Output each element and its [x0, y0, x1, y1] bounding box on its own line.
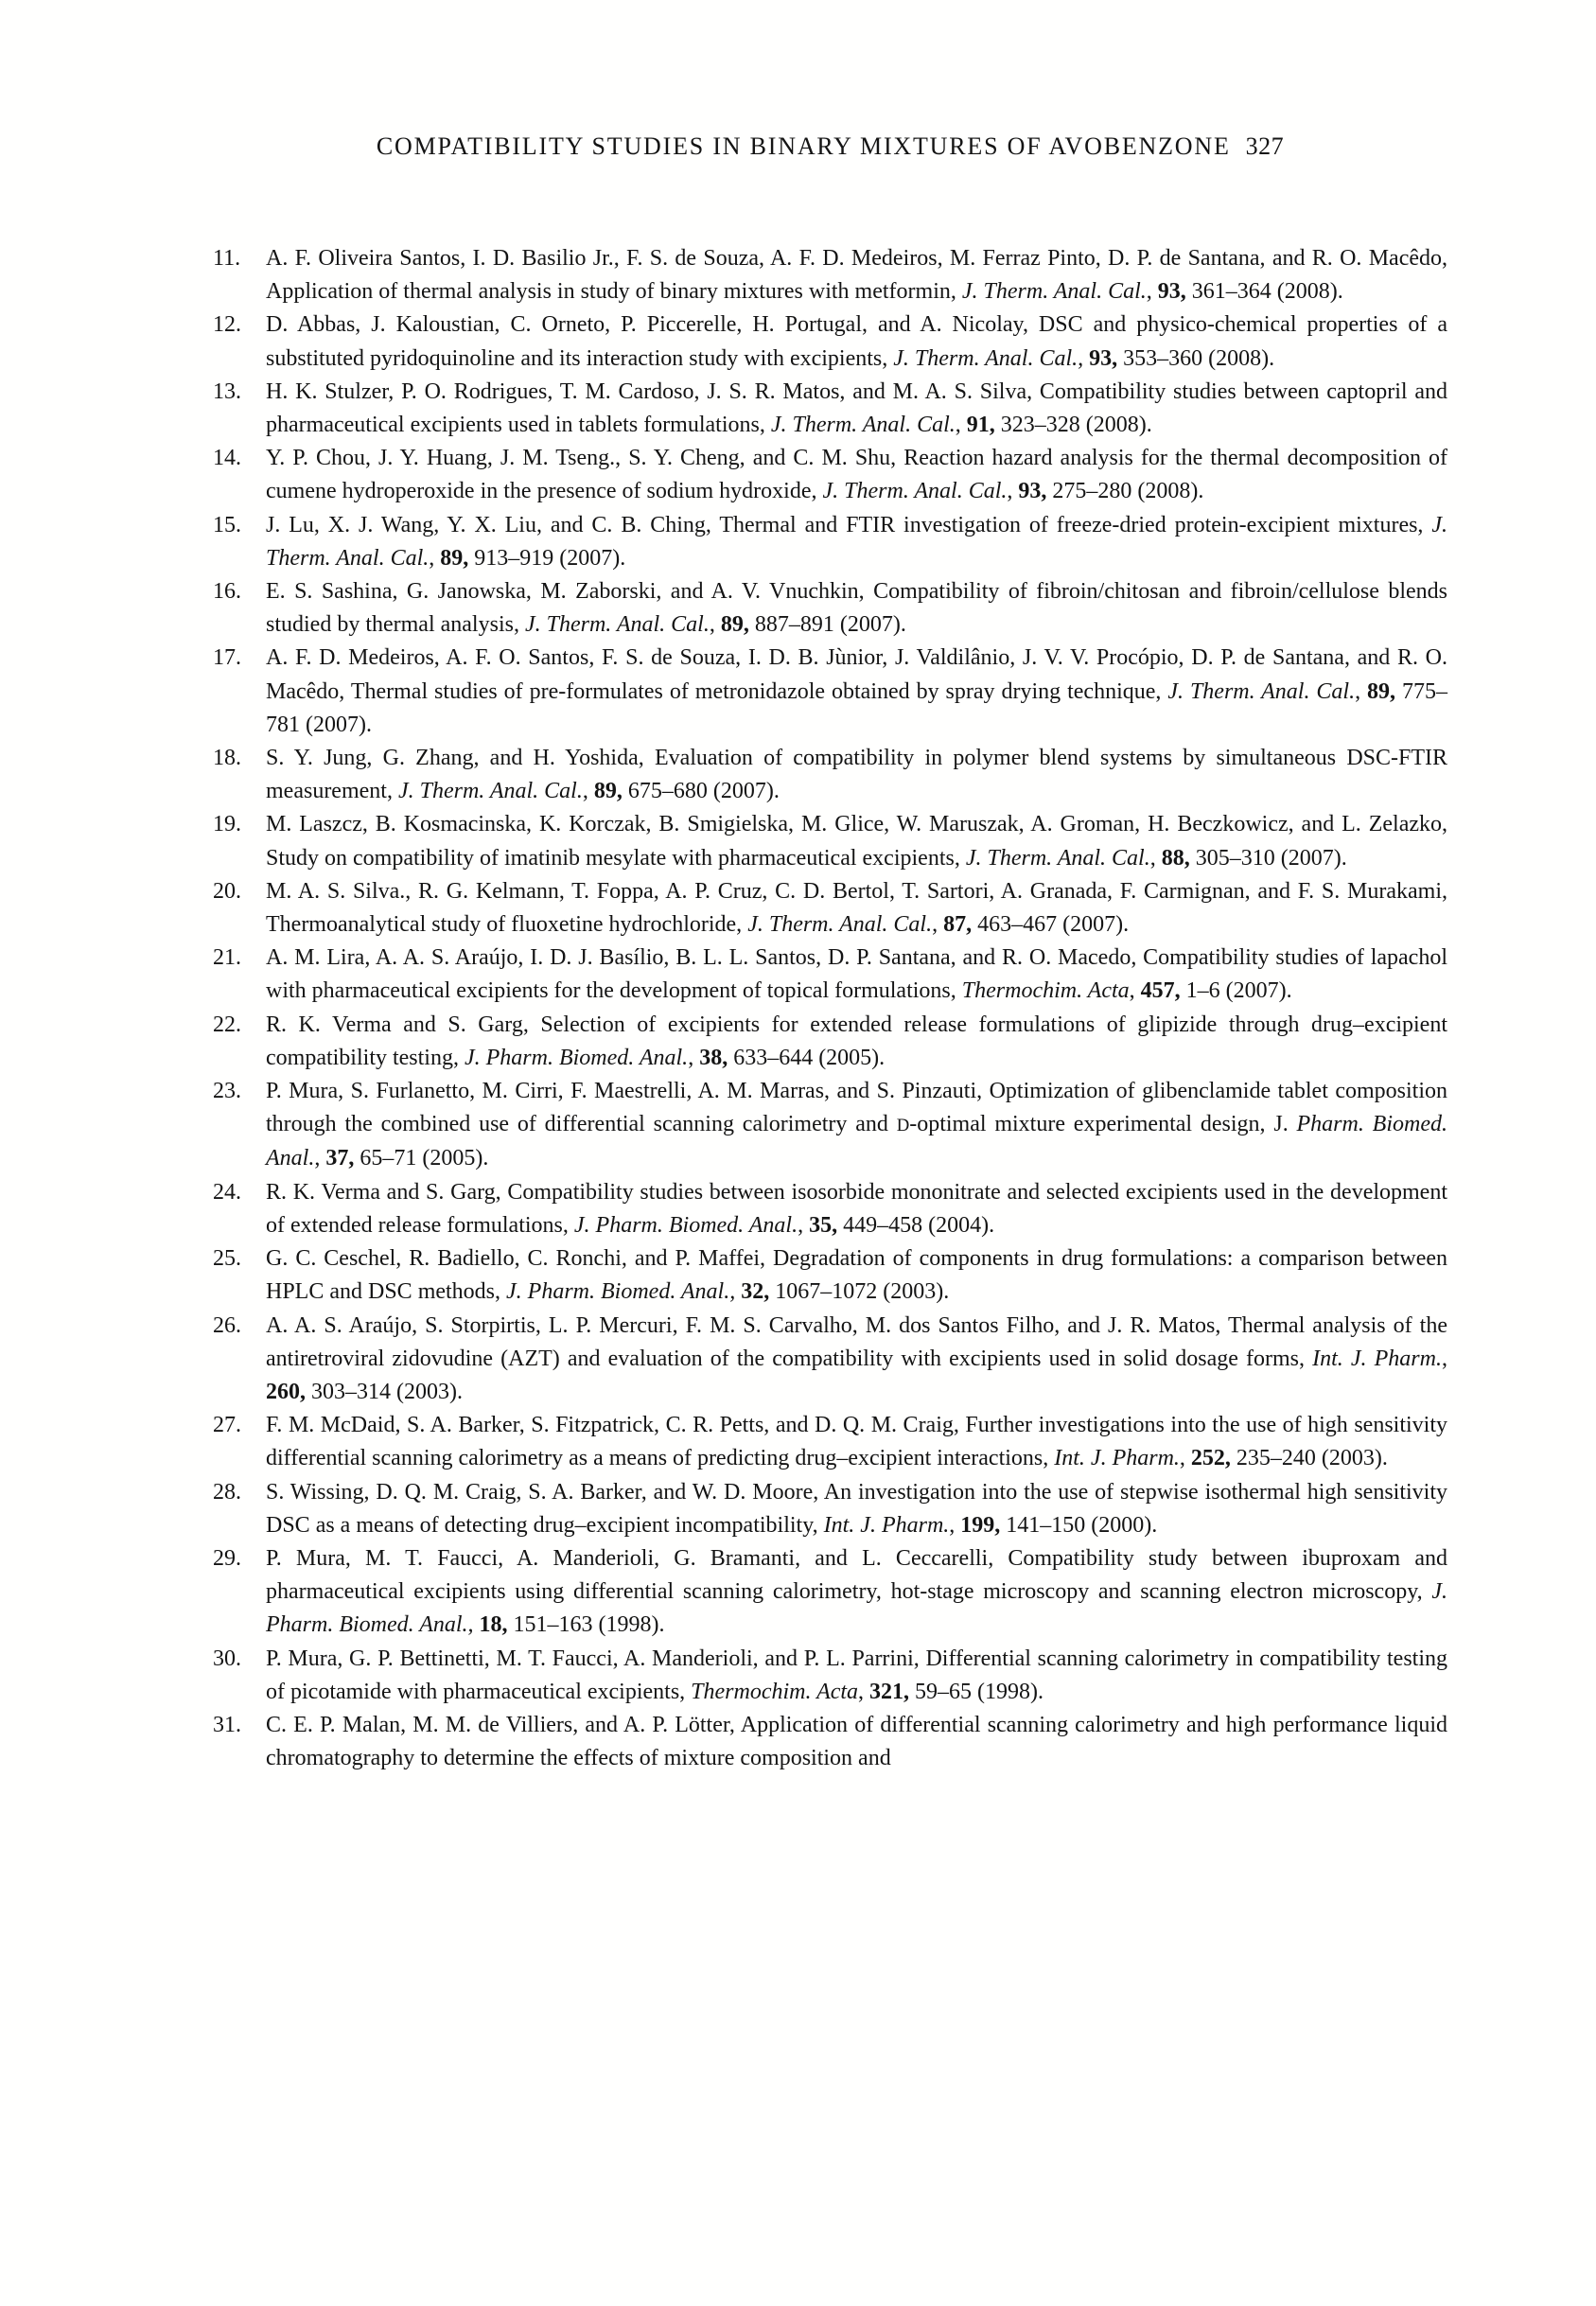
- reference-number: 30.: [213, 1646, 241, 1671]
- reference-text: [266, 1546, 1447, 1637]
- reference-text: [266, 579, 1447, 637]
- reference-item: [213, 1643, 1447, 1709]
- reference-segment: J. Therm. Anal. Cal.: [747, 912, 933, 938]
- reference-segment: 93,: [1018, 479, 1047, 504]
- reference-segment: ,: [709, 612, 721, 638]
- reference-segment: 235–240 (2003).: [1230, 1446, 1388, 1471]
- reference-segment: 260,: [266, 1379, 306, 1404]
- reference-segment: ,: [429, 545, 441, 571]
- reference-segment: 89,: [720, 612, 749, 638]
- reference-segment: 32,: [741, 1279, 770, 1305]
- reference-number: 31.: [213, 1712, 241, 1737]
- reference-segment: 463–467 (2007).: [972, 912, 1130, 938]
- reference-item: [213, 1242, 1447, 1309]
- reference-segment: J. Therm. Anal. Cal.: [1167, 678, 1356, 704]
- reference-segment: Int. J. Pharm.: [823, 1512, 950, 1538]
- reference-segment: Thermochim. Acta: [691, 1679, 859, 1704]
- running-head-title: COMPATIBILITY STUDIES IN BINARY MIXTURES OF AVOBENZONE: [376, 132, 1231, 160]
- reference-segment: 1067–1072 (2003).: [769, 1279, 950, 1305]
- reference-number: 28.: [213, 1479, 241, 1505]
- reference-text: [266, 812, 1447, 870]
- reference-segment: R. K. Verma and S. Garg, Compatibility studies between isosorbide mononitrate and selected excipients used in the development of extended release formulations,: [266, 1179, 1447, 1238]
- running-head: [180, 132, 1481, 161]
- reference-segment: ,: [688, 1045, 700, 1070]
- reference-text: [266, 1079, 1447, 1171]
- reference-number: 17.: [213, 645, 241, 671]
- reference-segment: Thermochim. Acta: [961, 978, 1130, 1004]
- reference-text: [266, 879, 1447, 937]
- reference-item: [213, 1176, 1447, 1242]
- reference-segment: 91,: [966, 413, 995, 438]
- reference-number: 12.: [213, 312, 241, 338]
- reference-segment: A. F. Oliveira Santos, I. D. Basilio Jr., F. S. de Souza, A. F. D. Medeiros, M. Ferraz Pinto, D. P. de Santana, and R. O. Macêdo, Application of thermal analysis in study of binary mixtures with metformin,: [266, 246, 1447, 305]
- reference-segment: 675–680 (2007).: [622, 779, 780, 804]
- reference-text: [266, 1646, 1447, 1704]
- page-number: 327: [1245, 132, 1285, 160]
- reference-item: [213, 575, 1447, 642]
- reference-segment: J. Pharm. Biomed. Anal.: [573, 1212, 798, 1238]
- reference-segment: ,: [955, 413, 967, 438]
- reference-item: [213, 1075, 1447, 1176]
- reference-text: [266, 312, 1447, 370]
- reference-segment: ,: [1441, 1346, 1447, 1371]
- reference-segment: A. F. D. Medeiros, A. F. O. Santos, F. S. de Souza, I. D. B. Jùnior, J. Valdilânio, J. V. V. Procópio, D. P. de Santana, and R. O. Macêdo, Thermal studies of pre-formulates of metronidazole obtained by spray drying technique,: [266, 645, 1447, 704]
- reference-segment: 93,: [1157, 279, 1186, 305]
- reference-segment: 305–310 (2007).: [1189, 845, 1347, 871]
- reference-segment: 89,: [440, 545, 469, 571]
- reference-segment: 59–65 (1998).: [909, 1679, 1044, 1704]
- reference-item: [213, 1476, 1447, 1542]
- reference-segment: ,: [582, 779, 594, 804]
- reference-segment: 353–360 (2008).: [1117, 345, 1275, 371]
- reference-number: 16.: [213, 579, 241, 605]
- reference-text: [266, 1246, 1447, 1304]
- reference-segment: J. Pharm. Biomed. Anal.,: [266, 1579, 1447, 1638]
- reference-segment: 887–891 (2007).: [748, 612, 906, 638]
- reference-segment: G. C. Ceschel, R. Badiello, C. Ronchi, and P. Maffei, Degradation of components in drug formulations: a comparison between HPLC and DSC methods,: [266, 1246, 1447, 1305]
- reference-number: 20.: [213, 878, 241, 904]
- reference-segment: Pharm. Biomed. Anal.: [266, 1112, 1447, 1171]
- reference-item: [213, 808, 1447, 874]
- reference-segment: 275–280 (2008).: [1046, 479, 1204, 504]
- reference-number: 21.: [213, 945, 241, 971]
- reference-text: [266, 1413, 1447, 1470]
- reference-text: [266, 1180, 1447, 1238]
- reference-segment: S. Wissing, D. Q. M. Craig, S. A. Barker, and W. D. Moore, An investigation into the use of stepwise isothermal high sensitivity DSC as a means of detecting drug–excipient incompatibility,: [266, 1479, 1447, 1538]
- reference-segment: -optimal mixture experimental design, J.: [909, 1112, 1297, 1137]
- reference-segment: 141–150 (2000).: [1000, 1512, 1158, 1538]
- reference-segment: ,: [932, 912, 944, 938]
- reference-segment: 89,: [593, 779, 623, 804]
- reference-item: [213, 1409, 1447, 1475]
- reference-segment: 361–364 (2008).: [1185, 279, 1343, 305]
- reference-text: [266, 379, 1447, 437]
- reference-item: [213, 742, 1447, 808]
- reference-segment: ,: [858, 1679, 870, 1704]
- reference-text: [266, 513, 1447, 571]
- reference-text: [266, 1012, 1447, 1070]
- reference-text: [266, 1480, 1447, 1538]
- reference-item: [213, 1542, 1447, 1643]
- reference-number: 22.: [213, 1012, 241, 1037]
- reference-segment: Y. P. Chou, J. Y. Huang, J. M. Tseng., S. Y. Cheng, and C. M. Shu, Reaction hazard analysis for the thermal decomposition of cumene hydroperoxide in the presence of sodium hydroxide,: [266, 446, 1447, 504]
- reference-segment: E. S. Sashina, G. Janowska, M. Zaborski, and A. V. Vnuchkin, Compatibility of fibroin/chitosan and fibroin/cellulose blends studied by thermal analysis,: [266, 579, 1447, 638]
- reference-segment: ,: [1149, 845, 1162, 871]
- reference-segment: 303–314 (2003).: [306, 1379, 463, 1404]
- reference-segment: J. Therm. Anal. Cal.: [961, 279, 1147, 305]
- reference-number: 25.: [213, 1246, 241, 1272]
- reference-number: 18.: [213, 746, 241, 771]
- reference-number: 27.: [213, 1413, 241, 1438]
- reference-segment: 321,: [869, 1679, 910, 1704]
- reference-number: 23.: [213, 1079, 241, 1104]
- reference-number: 11.: [213, 246, 241, 271]
- reference-segment: 633–644 (2005).: [728, 1045, 886, 1070]
- reference-segment: P. Mura, G. P. Bettinetti, M. T. Faucci, A. Manderioli, and P. L. Parrini, Differential scanning calorimetry in compatibility testing of picotamide with pharmaceutical excipients,: [266, 1646, 1447, 1704]
- reference-segment: J. Therm. Anal. Cal.: [965, 845, 1150, 871]
- reference-segment: D: [896, 1116, 910, 1136]
- reference-segment: J. Therm. Anal. Cal.: [524, 612, 710, 638]
- reference-segment: 449–458 (2004).: [837, 1212, 995, 1238]
- reference-number: 29.: [213, 1545, 241, 1571]
- reference-segment: 87,: [943, 912, 973, 938]
- reference-segment: 199,: [960, 1512, 1001, 1538]
- reference-segment: 38,: [699, 1045, 728, 1070]
- reference-segment: S. Y. Jung, G. Zhang, and H. Yoshida, Evaluation of compatibility in polymer blend systems by simultaneous DSC-FTIR measurement,: [266, 746, 1447, 804]
- reference-segment: ,: [1007, 479, 1019, 504]
- reference-list: [213, 242, 1447, 1775]
- reference-item: [213, 509, 1447, 575]
- reference-text: [266, 1313, 1447, 1404]
- reference-item: [213, 942, 1447, 1008]
- reference-segment: ,: [1179, 1446, 1191, 1471]
- reference-item: [213, 1310, 1447, 1410]
- reference-text: [266, 1713, 1447, 1770]
- reference-number: 13.: [213, 378, 241, 404]
- reference-segment: A. A. S. Araújo, S. Storpirtis, L. P. Mercuri, F. M. S. Carvalho, M. dos Santos Filho, and J. R. Matos, Thermal analysis of the antiretroviral zidovudine (AZT) and evaluation of the compatibility with excipients used in solid dosage forms,: [266, 1312, 1447, 1371]
- reference-item: [213, 242, 1447, 308]
- reference-segment: 913–919 (2007).: [468, 545, 626, 571]
- reference-segment: 1–6 (2007).: [1180, 978, 1292, 1004]
- reference-segment: J. Lu, X. J. Wang, Y. X. Liu, and C. B. Ching, Thermal and FTIR investigation of freeze-dried protein-excipient mixtures,: [266, 512, 1432, 537]
- reference-number: 24.: [213, 1179, 241, 1205]
- reference-item: [213, 442, 1447, 508]
- reference-segment: J. Pharm. Biomed. Anal.,: [506, 1279, 736, 1305]
- reference-segment: ,: [798, 1212, 810, 1238]
- reference-segment: F. M. McDaid, S. A. Barker, S. Fitzpatrick, C. R. Petts, and D. Q. M. Craig, Further investigations into the use of high sensitivity differential scanning calorimetry as a means of predicting drug–excipient interactions,: [266, 1413, 1447, 1471]
- reference-segment: A. M. Lira, A. A. S. Araújo, I. D. J. Basílio, B. L. L. Santos, D. P. Santana, and R. O. Macedo, Compatibility studies of lapachol with pharmaceutical excipients for the development of topical formulations,: [266, 945, 1447, 1004]
- reference-segment: M. Laszcz, B. Kosmacinska, K. Korczak, B. Smigielska, M. Glice, W. Maruszak, A. Groman, H. Beczkowicz, and L. Zelazko, Study on compatibility of imatinib mesylate with pharmaceutical excipients,: [266, 812, 1447, 871]
- reference-segment: Int. J. Pharm.: [1054, 1446, 1180, 1471]
- reference-text: [266, 246, 1447, 304]
- reference-segment: J. Therm. Anal. Cal.: [397, 779, 583, 804]
- reference-segment: J. Therm. Anal. Cal.: [266, 512, 1447, 571]
- reference-segment: 65–71 (2005).: [354, 1146, 489, 1171]
- reference-item: [213, 376, 1447, 442]
- reference-segment: 18,: [479, 1612, 508, 1638]
- reference-segment: 35,: [809, 1212, 838, 1238]
- reference-text: [266, 446, 1447, 503]
- reference-segment: M. A. S. Silva., R. G. Kelmann, T. Foppa, A. P. Cruz, C. D. Bertol, T. Sartori, A. Granada, F. Carmignan, and F. S. Murakami, Thermoanalytical study of fluoxetine hydrochloride,: [266, 878, 1447, 938]
- reference-segment: J. Therm. Anal. Cal.: [822, 479, 1008, 504]
- reference-segment: Int. J. Pharm.: [1312, 1346, 1442, 1371]
- reference-segment: R. K. Verma and S. Garg, Selection of excipients for extended release formulations of glipizide through drug–excipient compatibility testing,: [266, 1012, 1447, 1070]
- reference-segment: 775–781 (2007).: [266, 678, 1447, 737]
- reference-number: 26.: [213, 1312, 241, 1338]
- reference-item: [213, 642, 1447, 742]
- reference-segment: ,: [314, 1146, 326, 1171]
- reference-segment: J. Pharm. Biomed. Anal.: [464, 1045, 689, 1070]
- reference-text: [266, 645, 1447, 736]
- reference-segment: ,: [1146, 279, 1158, 305]
- reference-segment: ,: [1129, 978, 1141, 1004]
- reference-item: [213, 1709, 1447, 1775]
- reference-segment: 93,: [1089, 345, 1118, 371]
- reference-segment: ,: [949, 1512, 961, 1538]
- reference-item: [213, 308, 1447, 375]
- reference-segment: 151–163 (1998).: [507, 1612, 665, 1638]
- reference-number: 19.: [213, 812, 241, 837]
- reference-item: [213, 875, 1447, 942]
- reference-segment: H. K. Stulzer, P. O. Rodrigues, T. M. Cardoso, J. S. R. Matos, and M. A. S. Silva, Compatibility studies between captopril and pharmaceutical excipients used in tablets formulations,: [266, 378, 1447, 438]
- reference-segment: C. E. P. Malan, M. M. de Villiers, and A. P. Lötter, Application of differential scanning calorimetry and high performance liquid chromatography to determine the effects of mixture composition and: [266, 1712, 1447, 1771]
- reference-segment: 37,: [325, 1146, 355, 1171]
- reference-item: [213, 1009, 1447, 1075]
- reference-segment: 88,: [1161, 845, 1190, 871]
- reference-segment: D. Abbas, J. Kaloustian, C. Orneto, P. Piccerelle, H. Portugal, and A. Nicolay, DSC and physico-chemical properties of a substituted pyridoquinoline and its interaction study with excipients,: [266, 312, 1447, 371]
- reference-segment: 457,: [1140, 978, 1181, 1004]
- reference-text: [266, 746, 1447, 803]
- reference-number: 14.: [213, 446, 241, 471]
- reference-segment: 252,: [1190, 1446, 1231, 1471]
- reference-text: [266, 945, 1447, 1003]
- reference-segment: ,: [1355, 678, 1368, 704]
- reference-segment: J. Therm. Anal. Cal.: [770, 413, 956, 438]
- reference-number: 15.: [213, 512, 241, 537]
- reference-segment: P. Mura, M. T. Faucci, A. Manderioli, G. Bramanti, and L. Ceccarelli, Compatibility study between ibuproxam and pharmaceutical excipients using differential scanning calorimetry, hot-stage microscopy and scanning electron microscopy,: [266, 1545, 1447, 1605]
- reference-segment: 323–328 (2008).: [994, 413, 1152, 438]
- reference-segment: 89,: [1367, 678, 1396, 704]
- reference-segment: J. Therm. Anal. Cal.,: [893, 345, 1084, 371]
- reference-segment: P. Mura, S. Furlanetto, M. Cirri, F. Maestrelli, A. M. Marras, and S. Pinzauti, Optimization of glibenclamide tablet composition through the combined use of differential scanning calorimetry and: [266, 1079, 1447, 1137]
